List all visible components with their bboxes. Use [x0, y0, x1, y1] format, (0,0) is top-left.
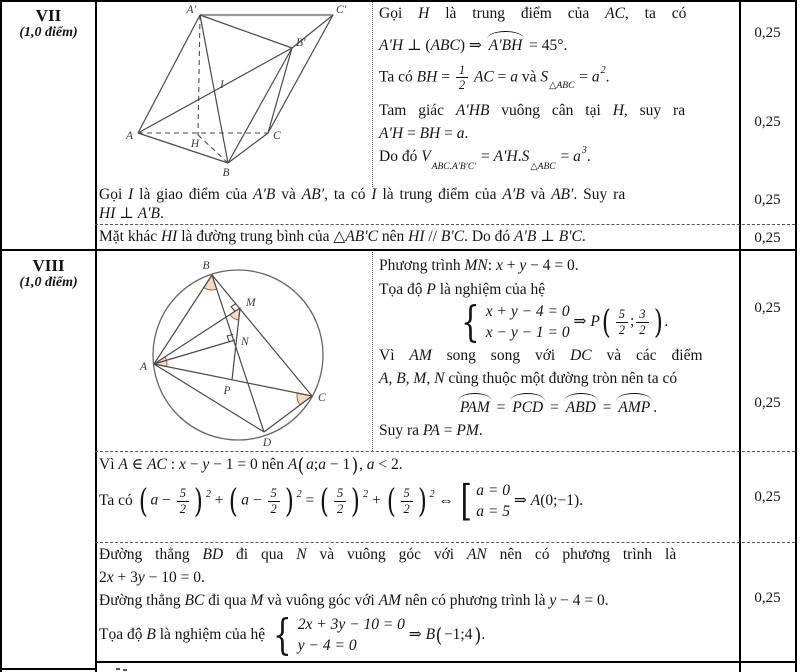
solution-line: 2x + 3y − 10 = 0. — [99, 568, 205, 586]
point-label: A — [139, 361, 147, 373]
circle-point-labels — [139, 260, 326, 449]
dashed-divider-vii — [95, 224, 795, 225]
solution-line: Vì A ∈ AC : x − y − 1 = 0 nên A ( a;a − 1 ) , a < 2. — [99, 453, 403, 478]
point-label: B — [202, 260, 210, 272]
solution-line: Gọi I là giao điểm của A′B và AB′, ta có I là trung điểm của A′B và AB′. Suy ra — [99, 186, 626, 203]
score-cell: 0,25 — [754, 114, 781, 130]
solution-line: HI ⊥ A′B. — [99, 205, 164, 222]
vertex-label: B — [222, 167, 230, 179]
solution-line: Suy ra PA = PM. — [379, 422, 483, 440]
solution-line: A′H ⊥ (ABC) ⇒ A′BH = 45°. — [379, 31, 735, 57]
solution-line: Phương trình MN: x + y − 4 = 0. — [379, 257, 579, 274]
point-label: M — [246, 297, 256, 309]
viii-row-3 — [99, 453, 735, 526]
table-border-left — [0, 0, 2, 672]
solution-line: Tọa độ P là nghiệm của hệ — [379, 280, 546, 298]
score-cell: 0,25 — [754, 300, 781, 316]
solution-line: Đường thẳng BD đi qua N và vuông góc với AN nên có phương trình là — [99, 546, 677, 563]
solution-line: Tam giác A′HB vuông cân tại H, suy ra — [379, 101, 686, 119]
table-border-right — [795, 0, 797, 672]
row-divider-left-cell — [0, 668, 95, 670]
problem-viii-points: (1,0 điểm) — [19, 275, 78, 290]
chords — [154, 275, 312, 432]
solution-line: A′H = BH = a. — [379, 124, 469, 142]
solution-line: PAM = PCD = ABD = AMP . — [379, 393, 735, 419]
vii-row-goi-i — [99, 185, 735, 223]
dotted-divider-viii-figure — [372, 252, 373, 451]
solution-line: Do đó $V_{ABC.A'B'C'} = A'H.S_{\triangle ABC} = a^3$. — [379, 145, 591, 172]
dashed-divider-viii-1 — [95, 451, 795, 452]
partial-next-row-fragment — [123, 669, 127, 671]
vertex-label: H — [190, 138, 200, 150]
score-cell: 0,25 — [754, 395, 781, 411]
solution-line: Vì AM song song với DC và các điểm — [379, 347, 703, 365]
vertex-label: C — [273, 130, 281, 142]
point-label: P — [223, 385, 231, 397]
point-label: D — [262, 437, 272, 449]
solution-line: Ta có ( a − $\frac{5}{2}$ ) $^2$ + ( a − $\frac{5}{2}$ ) $^2$ = ( $\frac{5}{2}$ ) $^2$ + ( $\frac{5}{2}$ ) $^2$ ⇔ [ a = 0 a = 5 ⇒ A(0;−1). — [99, 476, 583, 526]
solution-line: Gọi H là trung điểm của AC, ta có — [379, 5, 687, 22]
column-divider-score — [739, 2, 741, 672]
viii-row-4 — [99, 545, 735, 660]
point-label: N — [241, 336, 249, 348]
score-cell: 0,25 — [754, 590, 781, 606]
solution-line: { x + y − 4 = 0 x − y − 1 = 0 ⇒ P ( $\frac{5}{2}$ ; $\frac{3}{2}$ ) . — [461, 297, 669, 347]
vertex-label: B′ — [296, 37, 306, 49]
solution-line: Đường thẳng BC đi qua M và vuông góc với AM nên có phương trình là y − 4 = 0. — [99, 591, 609, 609]
row-divider-viii-end — [95, 661, 795, 663]
prism-dashed-edges — [138, 15, 268, 163]
problem-vii-id: VII — [35, 6, 62, 25]
vertex-label: C′ — [336, 4, 347, 16]
point-label: C — [318, 392, 326, 404]
vertex-label: A′ — [186, 4, 196, 16]
problem-vii-points: (1,0 điểm) — [19, 25, 78, 40]
score-cell: 0,25 — [754, 230, 781, 246]
solution-line: A, B, M, N cùng thuộc một đường tròn nên ta có — [379, 370, 678, 388]
viii-solution-text — [379, 256, 735, 442]
row-divider-vii-viii — [2, 249, 795, 251]
dotted-divider-vii-figure — [372, 2, 373, 187]
prism-figure — [96, 3, 372, 185]
table-border-top — [0, 0, 797, 2]
vertex-label: I — [220, 79, 224, 91]
vertex-label: A — [125, 130, 133, 142]
vii-solution-text — [379, 4, 735, 171]
partial-next-row-fragment — [116, 668, 120, 670]
solution-line: Ta có BH = $\frac{1}{2}$ AC = a và $S_{\triangle ABC} = a^2$. — [379, 62, 610, 93]
vii-row-mat-khac: Mặt khác HI là đường trung bình của △AB′C nên HI // B′C. Do đó A′B ⊥ B′C. — [99, 228, 586, 245]
problem-viii-id: VIII — [32, 256, 65, 275]
score-cell: 0,25 — [754, 489, 781, 505]
score-cell: 0,25 — [754, 192, 781, 208]
dashed-divider-viii-2 — [95, 542, 795, 543]
circle-figure — [96, 253, 372, 451]
solution-line: Tọa độ B là nghiệm của hệ { 2x + 3y − 10 = 0 y − 4 = 0 ⇒ B ( −1;4 ) . — [99, 610, 486, 660]
score-cell: 0,25 — [754, 25, 781, 41]
